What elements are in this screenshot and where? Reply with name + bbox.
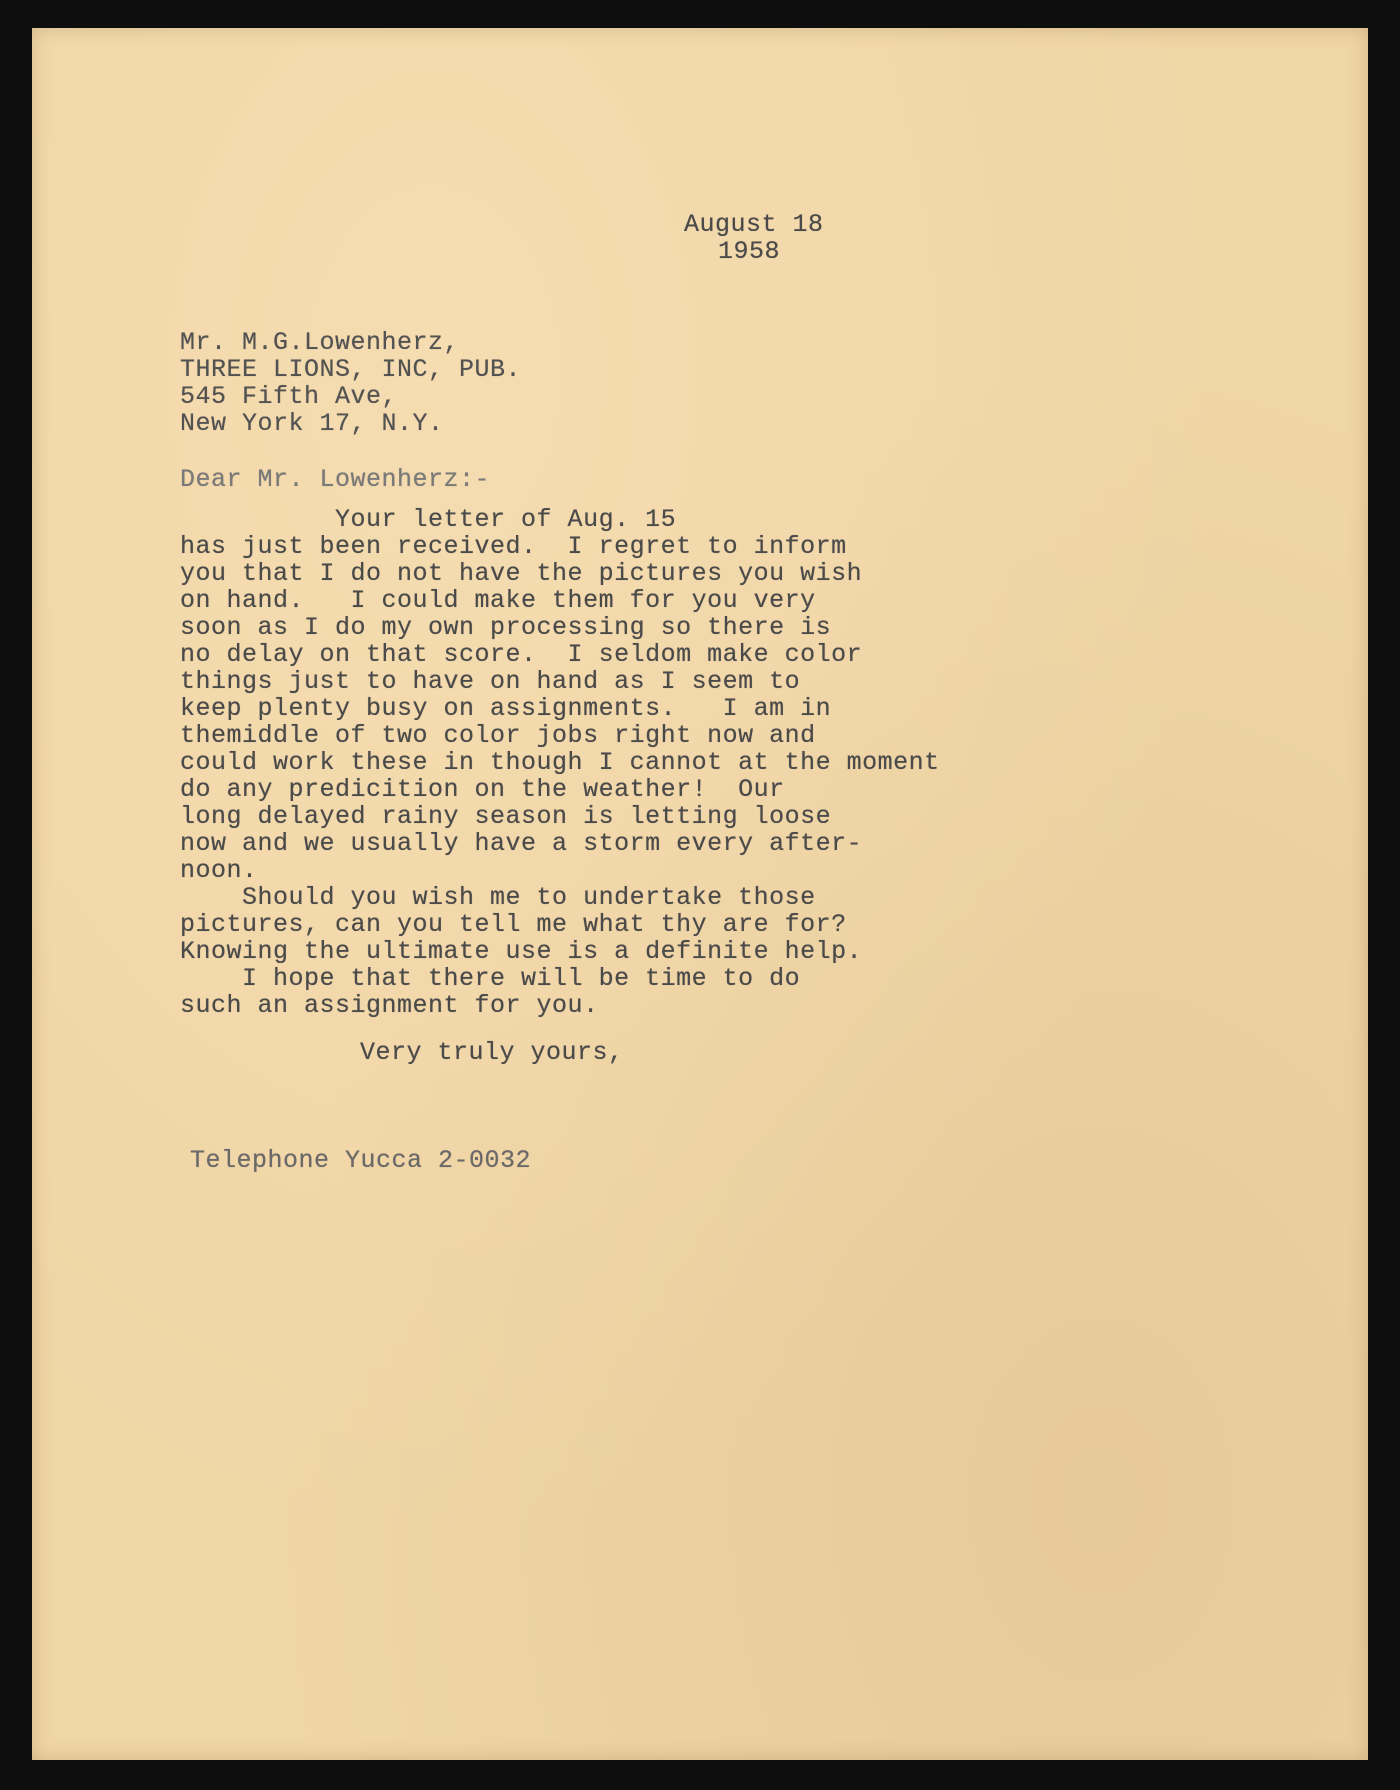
body-line: Should you wish me to undertake those (180, 883, 816, 912)
body-line: on hand. I could make them for you very (180, 586, 816, 615)
body-line: has just been received. I regret to inform (180, 532, 847, 561)
salutation: Dear Mr. Lowenherz:- (180, 465, 491, 494)
body-line: I hope that there will be time to do (180, 964, 801, 993)
address-line-name: Mr. M.G.Lowenherz, (180, 328, 460, 357)
closing: Very truly yours, (360, 1038, 624, 1067)
date-month-day: August 18 (684, 210, 824, 239)
body-line: themiddle of two color jobs right now and (180, 721, 816, 750)
body-line: Knowing the ultimate use is a definite help. (180, 937, 863, 966)
body-line: long delayed rainy season is letting loose (180, 802, 832, 831)
body-line: now and we usually have a storm every after- (180, 829, 863, 858)
date-year: 1958 (718, 237, 781, 266)
address-line-street: 545 Fifth Ave, (180, 382, 398, 411)
body-line: soon as I do my own processing so there is (180, 613, 832, 642)
body-line: things just to have on hand as I seem to (180, 667, 801, 696)
body-line: such an assignment for you. (180, 991, 599, 1020)
body-line: noon. (180, 856, 258, 885)
telephone-line: Telephone Yucca 2-0032 (190, 1146, 532, 1175)
address-line-city: New York 17, N.Y. (180, 409, 444, 438)
address-line-company: THREE LIONS, INC, PUB. (180, 355, 522, 384)
body-line: pictures, can you tell me what thy are for? (180, 910, 847, 939)
body-line: you that I do not have the pictures you wish (180, 559, 863, 588)
body-line: keep plenty busy on assignments. I am in (180, 694, 832, 723)
body-line: do any predicition on the weather! Our (180, 775, 785, 804)
body-line: Your letter of Aug. 15 (180, 505, 677, 534)
body-line: could work these in though I cannot at the moment (180, 748, 940, 777)
body-line: no delay on that score. I seldom make color (180, 640, 863, 669)
